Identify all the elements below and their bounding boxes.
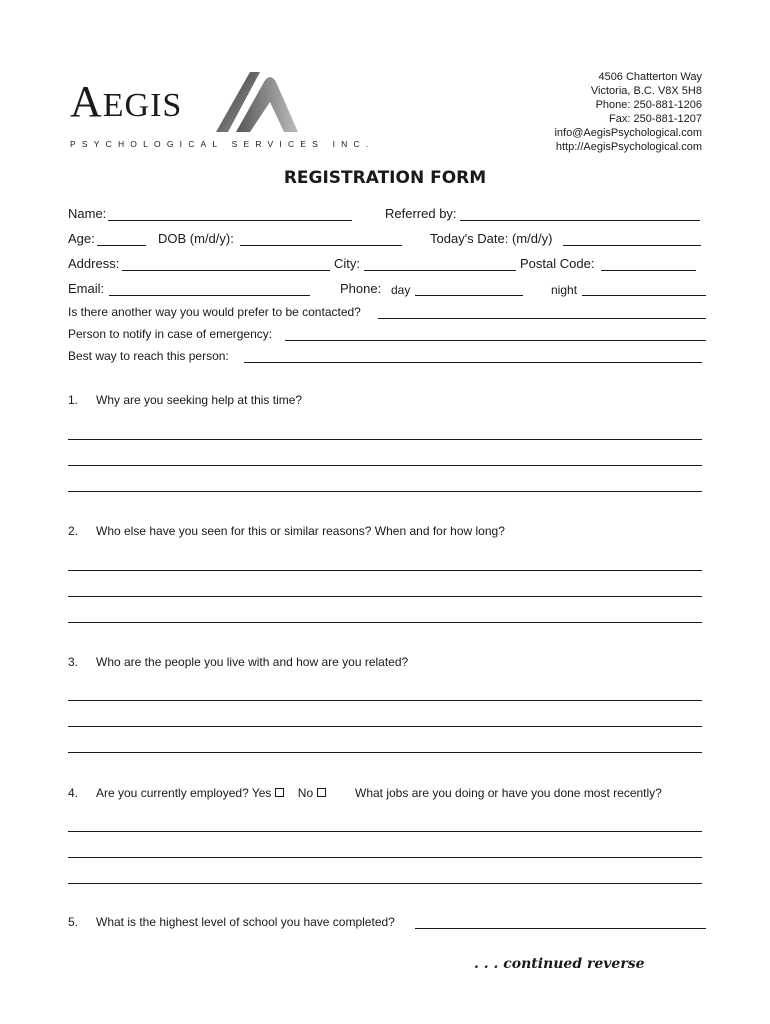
logo-wordmark: AEGIS	[70, 77, 183, 126]
answer-line[interactable]	[68, 700, 702, 701]
postal-code-field[interactable]	[601, 270, 696, 271]
address-website: http://AegisPsychological.com	[555, 141, 702, 153]
question-4-row	[96, 786, 326, 800]
answer-line[interactable]	[68, 570, 702, 571]
contact-preference-label: Is there another way you would prefer to be contacted?	[68, 305, 361, 319]
contact-address-block	[554, 70, 702, 154]
address-phone: Phone: 250-881-1206	[595, 99, 702, 111]
dob-label: DOB (m/d/y):	[158, 231, 234, 246]
answer-line[interactable]	[68, 596, 702, 597]
name-field[interactable]	[108, 220, 352, 221]
question-4-followup: What jobs are you doing or have you done most recently?	[355, 786, 662, 800]
education-field[interactable]	[415, 928, 706, 929]
address-email: info@AegisPsychological.com	[554, 127, 702, 139]
referred-by-field[interactable]	[460, 220, 700, 221]
age-label: Age:	[68, 231, 95, 246]
dob-field[interactable]	[240, 245, 402, 246]
answer-line[interactable]	[68, 726, 702, 727]
email-field[interactable]	[109, 295, 310, 296]
address-label: Address:	[68, 256, 120, 271]
answer-line[interactable]	[68, 491, 702, 492]
question-2-number: 2.	[68, 524, 79, 538]
age-field[interactable]	[97, 245, 146, 246]
question-1-text: Why are you seeking help at this time?	[96, 393, 303, 407]
phone-label: Phone:	[340, 281, 382, 296]
address-fax: Fax: 250-881-1207	[609, 113, 702, 125]
name-label: Name:	[68, 206, 107, 221]
form-title: REGISTRATION FORM	[283, 168, 487, 188]
answer-line[interactable]	[68, 465, 702, 466]
contact-preference-field[interactable]	[378, 318, 706, 319]
question-3-text: Who are the people you live with and how are you related?	[96, 655, 409, 669]
address-city: Victoria, B.C. V8X 5H8	[590, 85, 702, 97]
question-1-number: 1.	[68, 393, 79, 407]
emergency-contact-label: Person to notify in case of emergency:	[68, 327, 273, 341]
question-4-text: Are you currently employed? Yes	[96, 786, 272, 800]
no-label: No	[297, 786, 314, 800]
todays-date-label: Today's Date: (m/d/y)	[430, 231, 553, 246]
yes-checkbox[interactable]	[275, 788, 284, 797]
answer-line[interactable]	[68, 439, 702, 440]
email-label: Email:	[68, 281, 105, 296]
answer-line[interactable]	[68, 857, 702, 858]
phone-day-field[interactable]	[415, 295, 523, 296]
phone-night-field[interactable]	[582, 295, 706, 296]
logo-tagline: PSYCHOLOGICAL SERVICES INC.	[70, 139, 375, 149]
address-street: 4506 Chatterton Way	[598, 71, 702, 83]
reach-method-field[interactable]	[244, 362, 702, 363]
city-field[interactable]	[364, 270, 516, 271]
referred-by-label: Referred by:	[385, 206, 457, 221]
city-label: City:	[334, 256, 360, 271]
emergency-contact-field[interactable]	[285, 340, 706, 341]
postal-code-label: Postal Code:	[520, 256, 595, 271]
todays-date-field[interactable]	[563, 245, 701, 246]
answer-line[interactable]	[68, 883, 702, 884]
question-4-number: 4.	[68, 786, 79, 800]
question-5-number: 5.	[68, 915, 79, 929]
no-checkbox[interactable]	[317, 788, 326, 797]
question-2-text: Who else have you seen for this or similar reasons? When and for how long?	[96, 524, 505, 538]
question-5-text: What is the highest level of school you have completed?	[96, 915, 395, 929]
answer-line[interactable]	[68, 831, 702, 832]
question-3-number: 3.	[68, 655, 79, 669]
phone-night-label: night	[551, 283, 578, 297]
answer-line[interactable]	[68, 752, 702, 753]
phone-day-label: day	[391, 283, 411, 297]
continued-reverse-note: . . . continued reverse	[474, 956, 645, 972]
answer-line[interactable]	[68, 622, 702, 623]
reach-method-label: Best way to reach this person:	[68, 349, 229, 363]
address-field[interactable]	[122, 270, 330, 271]
logo-mark-icon	[214, 68, 300, 136]
